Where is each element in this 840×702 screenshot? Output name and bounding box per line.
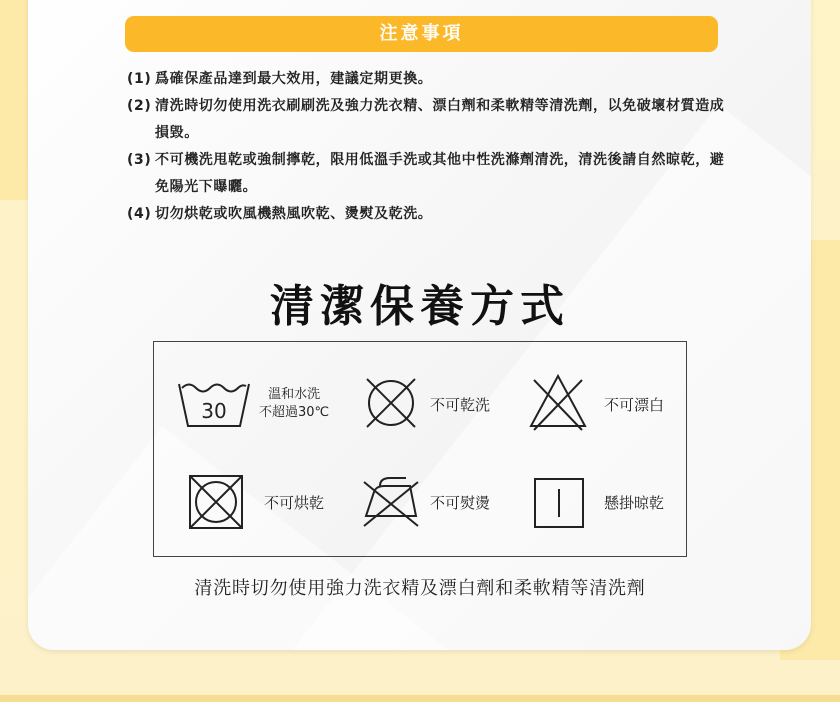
wash-30-icon — [176, 378, 252, 430]
notice-item-text: 切勿烘乾或吹風機熱風吹乾、燙熨及乾洗。 — [155, 206, 433, 222]
no-dry-clean-icon — [364, 376, 418, 430]
bottom-bar — [0, 695, 840, 702]
notice-item-number: (2) — [127, 98, 152, 114]
notice-item — [127, 201, 727, 228]
notice-item — [127, 93, 727, 147]
care-symbols-box — [153, 341, 687, 557]
notice-item-text: 爲確保產品達到最大效用，建議定期更換。 — [155, 71, 433, 87]
notice-item-number: (1) — [127, 71, 152, 87]
notice-item — [127, 66, 727, 93]
line-dry-icon — [532, 476, 586, 530]
care-title: 清潔保養方式 — [270, 281, 570, 332]
notice-title: 注意事項 — [125, 16, 718, 52]
notice-item — [127, 147, 727, 201]
care-label-iron: 不可熨燙 — [430, 494, 491, 512]
care-label-bleach: 不可漂白 — [604, 396, 665, 414]
wash-temperature: 30 — [201, 399, 227, 423]
care-footer-note: 清洗時切勿使用強力洗衣精及漂白劑和柔軟精等清洗劑 — [194, 578, 646, 599]
no-bleach-icon — [528, 372, 588, 432]
care-label-wash-line2: 不超過30℃ — [259, 405, 330, 420]
notice-item-number: (4) — [127, 206, 152, 222]
care-label-line-dry: 懸掛晾乾 — [604, 494, 665, 512]
care-label-wash — [259, 386, 329, 422]
care-label-dry-clean: 不可乾洗 — [430, 396, 491, 414]
no-tumble-dry-icon — [187, 473, 245, 531]
notice-item-text: 不可機洗甩乾或強制擰乾，限用低溫手洗或其他中性洗滌劑清洗，清洗後請自然晾乾，避免陽光下曝曬。 — [155, 152, 725, 195]
no-iron-icon — [360, 472, 422, 530]
notice-item-number: (3) — [127, 152, 152, 168]
notice-item-text: 清洗時切勿使用洗衣刷刷洗及強力洗衣精、漂白劑和柔軟精等清洗劑，以免破壞材質造成損毀。 — [155, 98, 725, 141]
care-label-wash-line1: 溫和水洗 — [268, 387, 321, 402]
notice-list — [127, 66, 727, 228]
care-label-tumble-dry: 不可烘乾 — [264, 494, 325, 512]
